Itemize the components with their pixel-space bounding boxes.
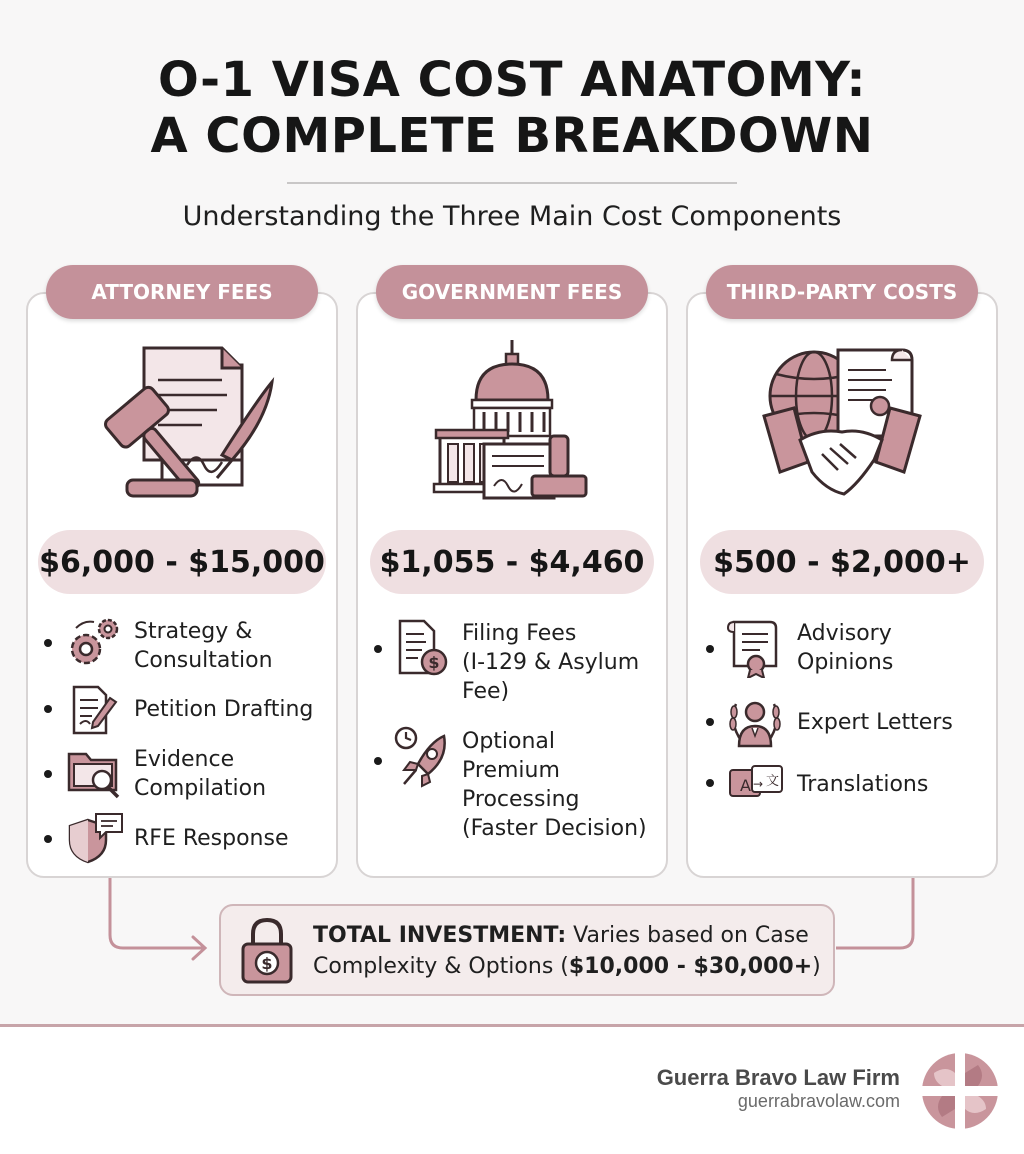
laurel-person-icon — [726, 692, 784, 750]
item-premium-processing: Optional Premium Processing (Faster Decision) — [462, 729, 647, 841]
translate-icon — [728, 764, 784, 804]
bullet — [44, 705, 52, 713]
folder-magnifier-icon — [66, 746, 124, 800]
shield-chat-icon — [66, 812, 124, 864]
item-petition-drafting: Petition Drafting — [134, 697, 314, 722]
item-evidence-compilation: Evidence Compilation — [134, 747, 267, 801]
footer — [0, 1027, 1024, 1154]
svg-text:A: A — [740, 776, 751, 795]
total-label: TOTAL INVESTMENT: — [313, 923, 567, 948]
heading-third-party-costs: THIRD-PARTY COSTS — [706, 265, 978, 319]
document-dollar-icon — [396, 618, 452, 678]
bullet — [374, 645, 382, 653]
scroll-seal-icon — [726, 618, 782, 678]
price-third-party-costs: $500 - $2,000+ — [700, 530, 984, 594]
rocket-clock-icon — [394, 726, 454, 788]
page-subtitle: Understanding the Three Main Cost Components — [182, 201, 842, 232]
bullet — [706, 718, 714, 726]
price-attorney-fees: $6,000 - $15,000 — [38, 530, 326, 594]
total-range: $10,000 - $30,000+ — [568, 954, 813, 979]
item-rfe-response: RFE Response — [134, 826, 289, 851]
total-investment-box — [219, 904, 835, 996]
item-strategy-consultation: Strategy & Consultation — [134, 619, 273, 673]
item-expert-letters: Expert Letters — [797, 710, 953, 735]
document-pen-icon — [68, 684, 120, 736]
item-advisory-opinions: Advisory Opinions — [797, 621, 894, 675]
capitol-stamp-icon — [432, 338, 592, 504]
item-translations: Translations — [797, 772, 929, 797]
item-filing-fees: Filing Fees (I-129 & Asylum Fee) — [462, 621, 640, 704]
heading-attorney-fees: ATTORNEY FEES — [46, 265, 318, 319]
svg-text:文: 文 — [766, 774, 780, 789]
bullet — [706, 645, 714, 653]
svg-text:$: $ — [261, 954, 273, 973]
total-desc: Varies based on Case Complexity & Options ( — [313, 923, 809, 979]
padlock-dollar-icon — [239, 916, 295, 986]
bullet — [706, 779, 714, 787]
bullet — [44, 770, 52, 778]
total-close: ) — [812, 954, 821, 979]
bullet — [44, 639, 52, 647]
title-line-1: O-1 VISA COST ANATOMY: — [157, 52, 867, 108]
svg-text:→: → — [753, 777, 764, 791]
gears-icon — [66, 616, 122, 670]
heading-government-fees: GOVERNMENT FEES — [376, 265, 648, 319]
firm-name: Guerra Bravo Law Firm — [656, 1065, 900, 1090]
bullet — [44, 835, 52, 843]
total-investment-text — [313, 920, 833, 982]
globe-handshake-scroll-icon — [762, 344, 922, 504]
svg-text:$: $ — [428, 653, 440, 672]
firm-url[interactable]: guerrabravolaw.com — [737, 1091, 900, 1111]
gavel-document-quill-icon — [82, 340, 282, 505]
price-government-fees: $1,055 - $4,460 — [370, 530, 654, 594]
bullet — [374, 757, 382, 765]
title-line-2: A COMPLETE BREAKDOWN — [150, 108, 874, 164]
firm-logo-icon — [920, 1051, 1000, 1131]
